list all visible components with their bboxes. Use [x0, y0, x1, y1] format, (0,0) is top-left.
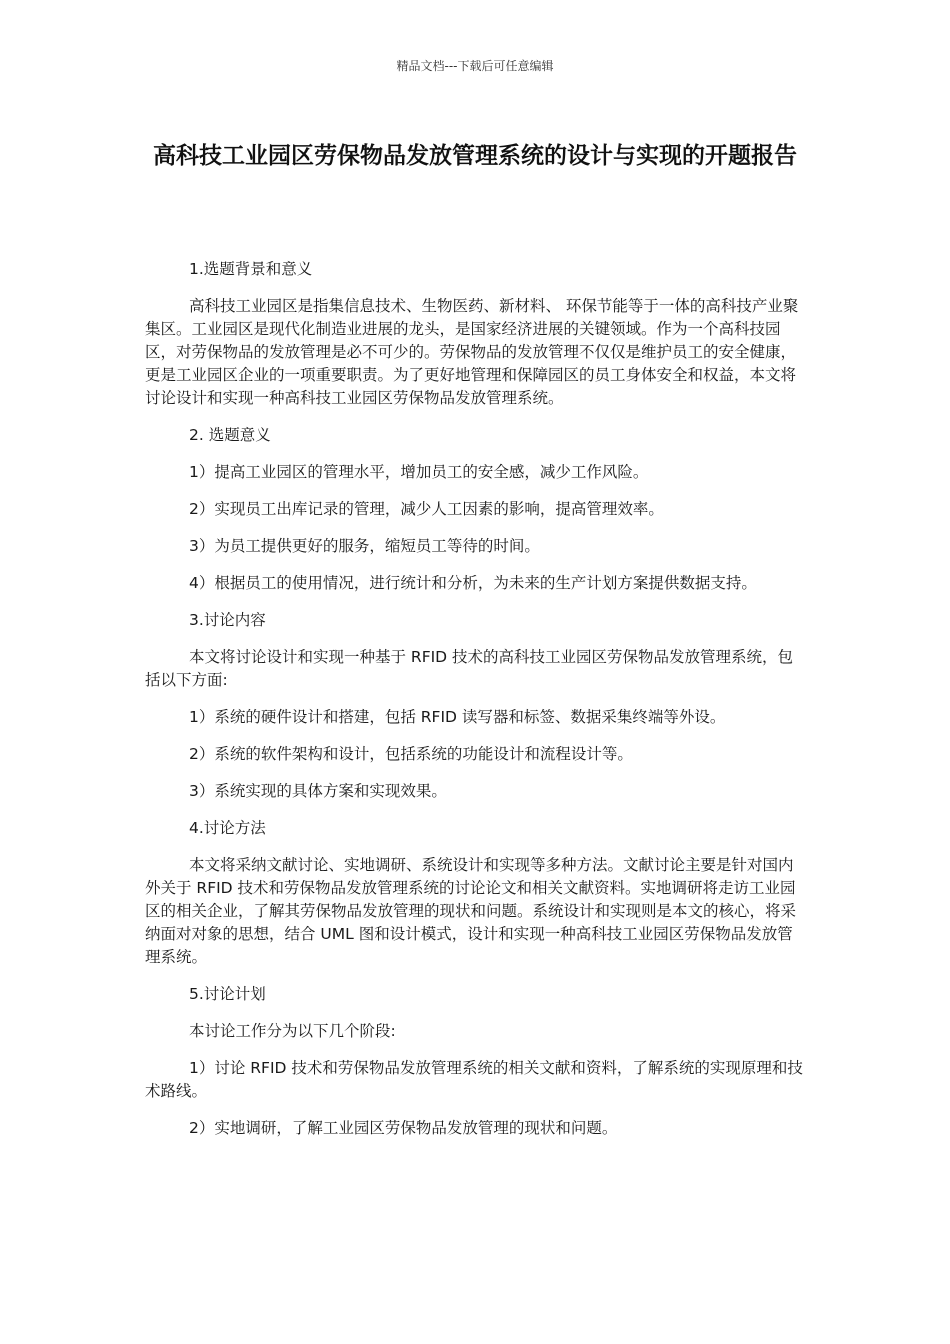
list-item: 3）为员工提供更好的服务，缩短员工等待的时间。 [189, 537, 540, 555]
section-heading-content: 3.讨论内容 [189, 611, 266, 629]
list-item: 2）系统的软件架构和设计，包括系统的功能设计和流程设计等。 [189, 745, 633, 763]
section-heading-significance: 2. 选题意义 [189, 426, 271, 444]
list-item: 2）实现员工出库记录的管理，减少人工因素的影响，提高管理效率。 [189, 500, 664, 518]
section-heading-method: 4.讨论方法 [189, 819, 266, 837]
document-body [145, 258, 805, 1154]
body-paragraph: 本文将讨论设计和实现一种基于 RFID 技术的高科技工业园区劳保物品发放管理系统，包括以下方面: [145, 648, 794, 689]
list-item: 1）提高工业园区的管理水平，增加员工的安全感，减少工作风险。 [189, 463, 649, 481]
section-heading-background: 1.选题背景和意义 [189, 260, 313, 278]
list-item: 3）系统实现的具体方案和实现效果。 [189, 782, 447, 800]
list-item: 1）系统的硬件设计和搭建，包括 RFID 读写器和标签、数据采集终端等外设。 [189, 708, 726, 726]
list-item: 2）实地调研，了解工业园区劳保物品发放管理的现状和问题。 [189, 1119, 618, 1137]
document-title: 高科技工业园区劳保物品发放管理系统的设计与实现的开题报告 [153, 143, 797, 169]
list-item: 1）讨论 RFID 技术和劳保物品发放管理系统的相关文献和资料，了解系统的实现原理和技术路线。 [145, 1059, 803, 1100]
body-paragraph: 本讨论工作分为以下几个阶段: [189, 1022, 396, 1040]
body-paragraph: 高科技工业园区是指集信息技术、生物医药、新材料、 环保节能等于一体的高科技产业聚集区。工业园区是现代化制造业进展的龙头，是国家经济进展的关键领域。作为一个高科技园区，对劳保物品的发放管理是必不可少的。劳保物品的发放管理不仅仅是维护员工的安全健康，更是工业园区企业的一项重要职责。为了更好地管理和保障园区的员工身体安全和权益，本文将讨论设计和实现一种高科技工业园区劳保物品发放管理系统。 [145, 297, 799, 407]
section-heading-plan: 5.讨论计划 [189, 985, 266, 1003]
list-item: 4）根据员工的使用情况，进行统计和分析，为未来的生产计划方案提供数据支持。 [189, 574, 757, 592]
header-note: 精品文档---下载后可任意编辑 [396, 59, 554, 73]
body-paragraph: 本文将采纳文献讨论、实地调研、系统设计和实现等多种方法。文献讨论主要是针对国内外关于 RFID 技术和劳保物品发放管理系统的讨论论文和相关文献资料。实地调研将走访工业园区的相关企业，了解其劳保物品发放管理的现状和问题。系统设计和实现则是本文的核心，将采纳面对对象的思想，结合 UML 图和设计模式，设计和实现一种高科技工业园区劳保物品发放管理系统。 [145, 856, 797, 966]
